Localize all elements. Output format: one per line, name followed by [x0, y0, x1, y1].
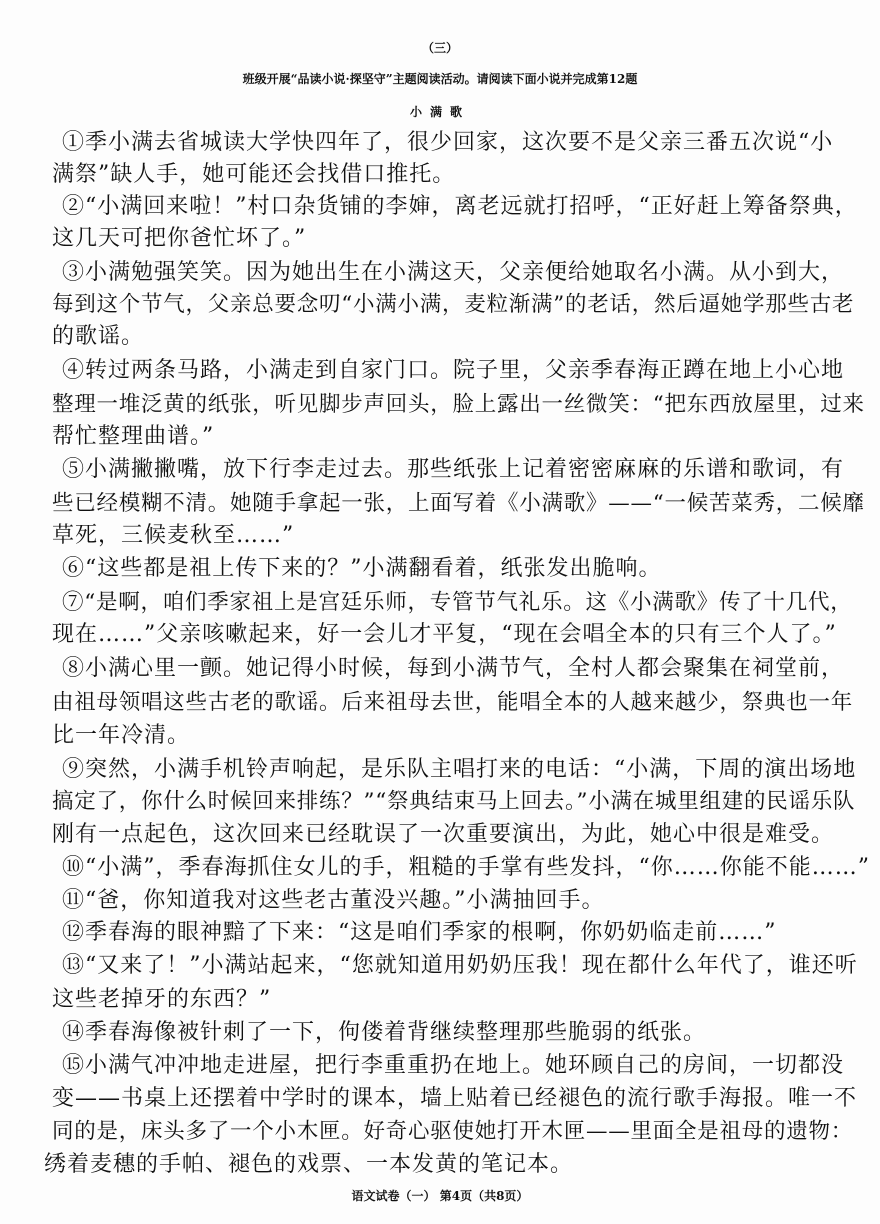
- text-line: 由祖母领唱这些古老的歌谣。后来祖母去世，能唱全本的人越来越少，祭典也一年: [52, 690, 854, 715]
- text-line: 变——书桌上还摆着中学时的课本，墙上贴着已经褪色的流行歌手海报。唯一不: [52, 1086, 858, 1111]
- text-line: ⑥“这些都是祖上传下来的？”小满翻看着，纸张发出脆响。: [62, 556, 662, 581]
- intro-instruction: 班级开展“品读小说·探坚守”主题阅读活动。请阅读下面小说并完成第12题: [242, 72, 638, 86]
- text-line: 每到这个节气，父亲总要念叨“小满小满，麦粒渐满”的老话，然后逼她学那些古老: [52, 292, 855, 317]
- text-line: 比一年冷清。: [52, 723, 191, 748]
- text-line: 这几天可把你爸忙坏了。”: [52, 226, 307, 251]
- section-label: （三）: [421, 41, 458, 55]
- text-line: ⑪“爸，你知道我对这些老古董没兴趣。”小满抽回手。: [62, 888, 605, 913]
- text-line: ④转过两条马路，小满走到自家门口。院子里，父亲季春海正蹲在地上小心地: [62, 358, 845, 383]
- text-line: 这些老掉牙的东西？”: [52, 987, 272, 1012]
- text-line: 同的是，床头多了一个小木匣。好奇心驱使她打开木匣——里面全是祖母的遗物：: [52, 1119, 854, 1144]
- text-line: ⑨突然，小满手机铃声响起，是乐队主唱打来的电话：“小满，下周的演出场地: [62, 757, 857, 782]
- text-line: 的歌谣。: [52, 324, 145, 349]
- text-line: ①季小满去省城读大学快四年了，很少回家，这次要不是父亲三番五次说“小: [62, 130, 834, 155]
- text-line: ⑩“小满”，季春海抓住女儿的手，粗糙的手掌有些发抖，“你……你能不能……”: [62, 855, 870, 880]
- text-line: ⑦“是啊，咱们季家祖上是宫廷乐师，专管节气礼乐。这《小满歌》传了十几代，: [62, 590, 853, 615]
- text-line: ⑭季春海像被针刺了一下，佝偻着背继续整理那些脆弱的纸张。: [62, 1020, 707, 1045]
- story-title: 小满歌: [409, 105, 470, 119]
- text-line: 搞定了，你什么时候回来排练？”“祭典结束马上回去。”小满在城里组建的民谣乐队: [52, 789, 856, 814]
- text-line: 整理一堆泛黄的纸张，听见脚步声回头，脸上露出一丝微笑：“把东西放屋里，过来: [52, 392, 865, 417]
- page-footer: 语文试卷（一） 第4页（共8页）: [351, 1189, 529, 1203]
- text-line: ⑤小满撇撇嘴，放下行李走过去。那些纸张上记着密密麻麻的乐谱和歌词，有: [62, 457, 845, 482]
- text-line: 帮忙整理曲谱。”: [52, 424, 215, 449]
- text-line: 绣着麦穗的手帕、褪色的戏票、一本发黄的笔记本。: [44, 1152, 574, 1177]
- text-line: ⑮小满气冲冲地走进屋，把行李重重扔在地上。她环顾自己的房间，一切都没: [62, 1053, 845, 1078]
- text-line: 满祭”缺人手，她可能还会找借口推托。: [52, 162, 456, 187]
- text-line: 草死，三候麦秋至……”: [52, 523, 295, 548]
- text-line: ②“小满回来啦！”村口杂货铺的李婶，离老远就打招呼，“正好赶上筹备祭典，: [62, 194, 858, 219]
- text-line: 些已经模糊不清。她随手拿起一张，上面写着《小满歌》——“一候苦菜秀，二候靡: [52, 491, 865, 516]
- text-line: ⑬“又来了！”小满站起来，“您就知道用奶奶压我！现在都什么年代了，谁还听: [62, 953, 858, 978]
- text-line: 现在……”父亲咳嗽起来，好一会儿才平复，“现在会唱全本的只有三个人了。”: [52, 622, 837, 647]
- text-line: ⑫季春海的眼神黯了下来：“这是咱们季家的根啊，你奶奶临走前……”: [62, 920, 777, 945]
- text-line: 刚有一点起色，这次回来已经耽误了一次重要演出，为此，她心中很是难受。: [52, 822, 835, 847]
- text-line: ⑧小满心里一颤。她记得小时候，每到小满节气，全村人都会聚集在祠堂前，: [62, 656, 845, 681]
- text-line: ③小满勉强笑笑。因为她出生在小满这天，父亲便给她取名小满。从小到大，: [62, 260, 845, 285]
